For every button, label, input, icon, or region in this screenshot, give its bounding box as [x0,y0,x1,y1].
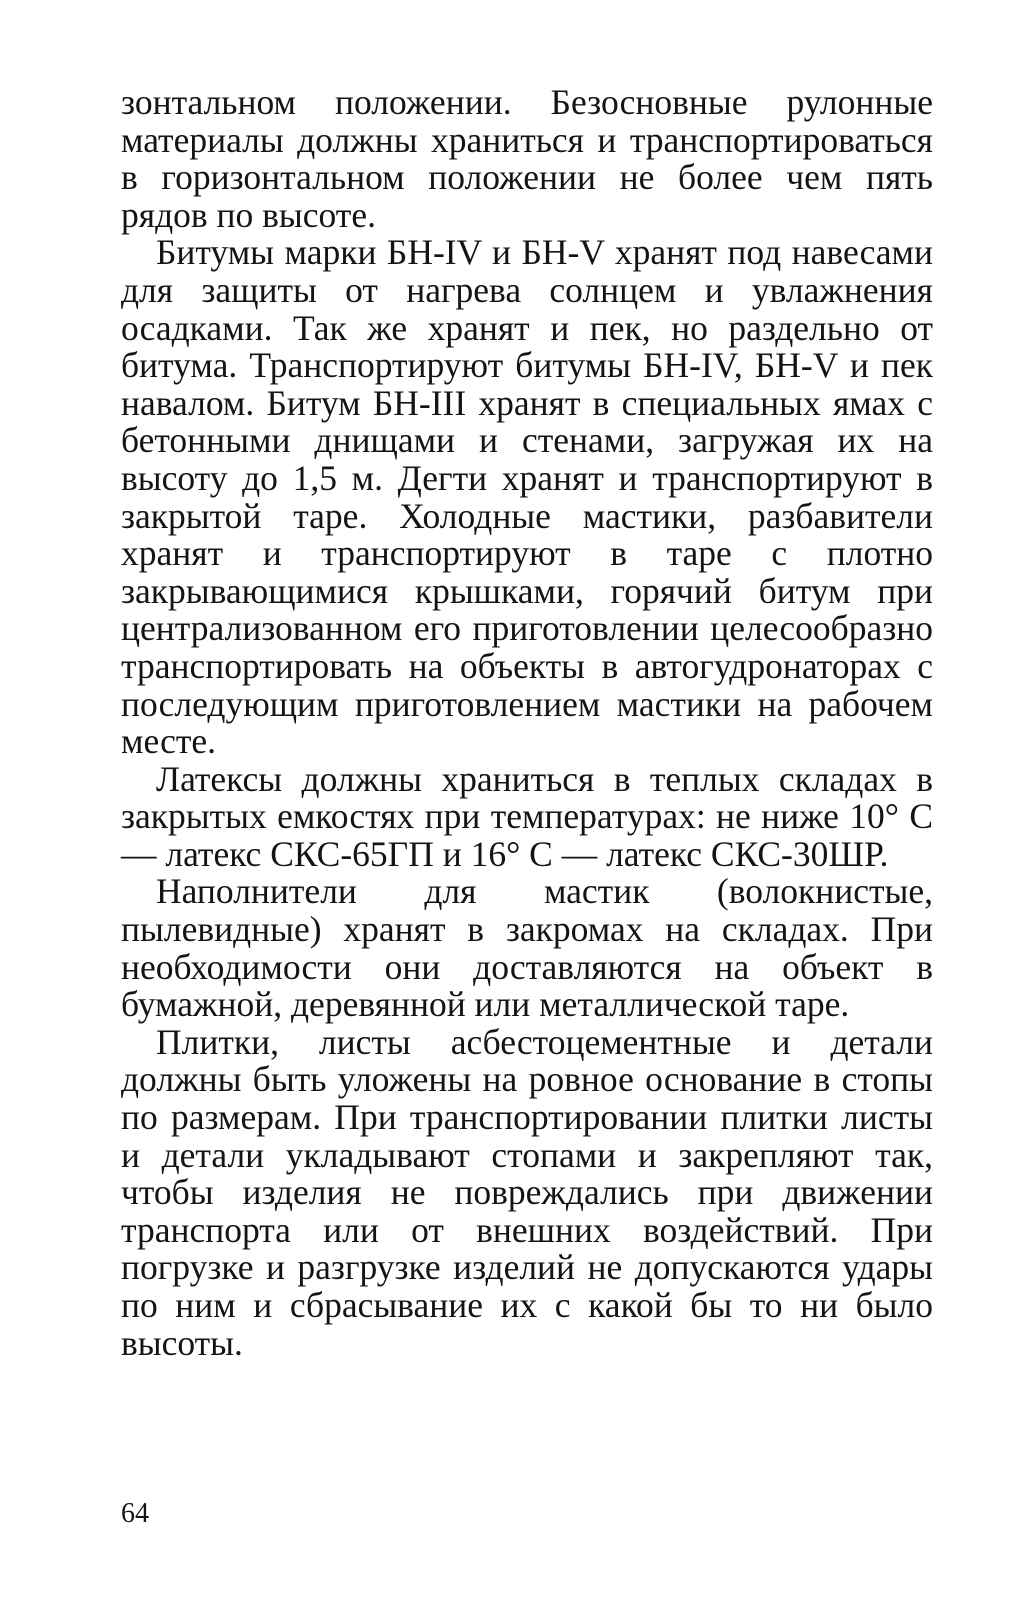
paragraph-storage-roll-materials: зонтальном положении. Безосновные рулонные материалы должны храниться и транспортироваться в горизонтальном положении не более чем пять рядов по высоте. [121,82,933,235]
paragraph-bitumen-storage: Битумы марки БН-IV и БН-V хранят под навесами для защиты от нагрева солнцем и увлажнения осадками. Так же хранят и пек, но раздельно от битума. Транспортируют битумы БН-IV, БН-V и пек навалом. Битум БН-III хранят в специальных ямах с бетонными днищами и стенами, загружая их на высоту до 1,5 м. Дегти хранят и транспортируют в закрытой таре. Холодные мастики, разбавители хранят и транспортируют в таре с плотно закрывающимися крышками, горячий битум при централизованном его приготовлении целесообразно транспортировать на объекты в автогудронаторах с последующим приготовлением мастики на рабочем месте. [121,232,933,762]
paragraph-fillers-storage: Наполнители для мастик (волокнистые, пылевидные) хранят в закромах на складах. При необходимости они доставляются на объект в бумажной, деревянной или металлической таре. [121,871,933,1025]
paragraph-tiles-sheets-storage: Плитки, листы асбестоцементные и детали должны быть уложены на ровное основание в стопы по размерам. При транспортировании плитки листы и детали укладывают стопами и закрепляют так, чтобы изделия не повреждались при движении транспорта или от внешних воздействий. При погрузке и разгрузке изделий не допускаются удары по ним и сбрасывание их с какой бы то ни было высоты. [121,1021,933,1363]
paragraph-latex-storage: Латексы должны храниться в теплых складах в закрытых емкостях при температурах: не ниже 10° С — латекс СКС-65ГП и 16° С — латекс СКС-30ШР. [121,758,933,874]
body-text [121,84,933,1362]
page-number: 64 [121,1498,149,1529]
